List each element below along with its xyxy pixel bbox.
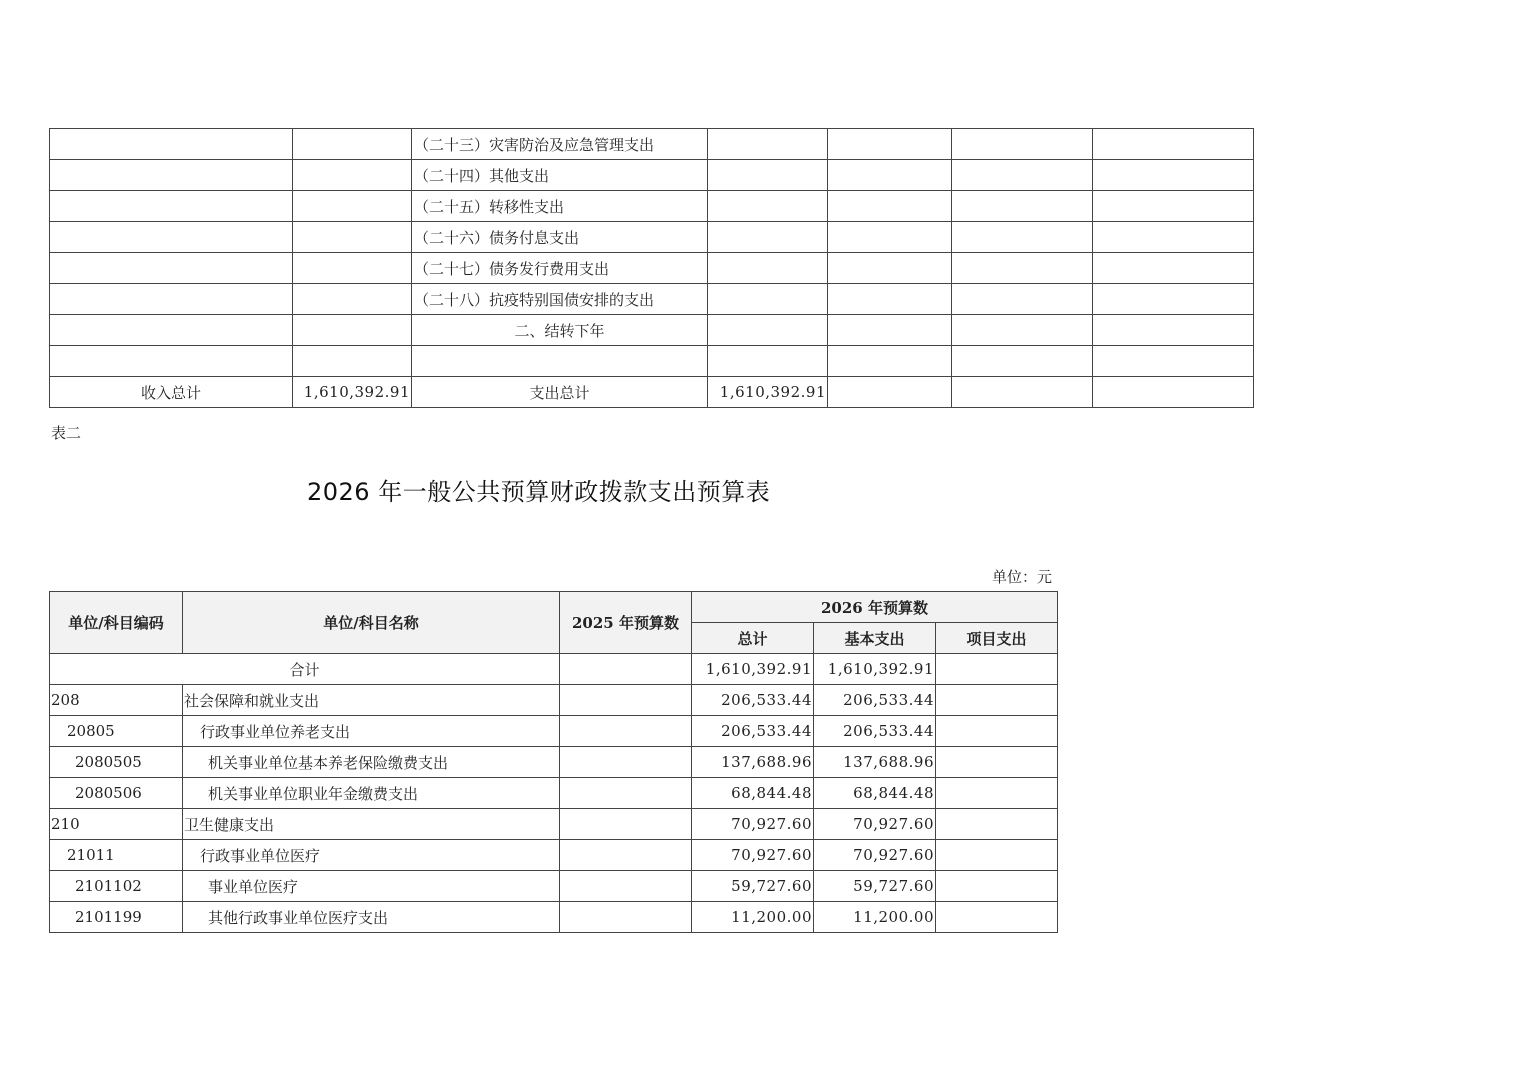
expense-item-cell: （二十七）债务发行费用支出 bbox=[412, 253, 708, 284]
total-amount: 68,844.48 bbox=[692, 778, 814, 809]
sum-label: 合计 bbox=[50, 654, 560, 685]
unit-label: 单位：元 bbox=[992, 568, 1053, 586]
income-expense-table bbox=[49, 128, 1254, 408]
extra-cell bbox=[952, 222, 1093, 253]
extra-cell bbox=[952, 315, 1093, 346]
basic-amount: 70,927.60 bbox=[814, 809, 936, 840]
prev-budget bbox=[560, 716, 692, 747]
budget-table-header bbox=[50, 592, 1058, 654]
table-row bbox=[50, 716, 1058, 747]
income-amount-cell bbox=[293, 222, 412, 253]
extra-cell bbox=[952, 160, 1093, 191]
extra-cell bbox=[1093, 222, 1254, 253]
basic-amount: 206,533.44 bbox=[814, 716, 936, 747]
budget-table-body bbox=[50, 654, 1058, 933]
expense-item-cell: （二十五）转移性支出 bbox=[412, 191, 708, 222]
basic-amount: 59,727.60 bbox=[814, 871, 936, 902]
table-row bbox=[50, 346, 1254, 377]
extra-cell bbox=[952, 377, 1093, 408]
extra-cell bbox=[1093, 191, 1254, 222]
income-item-cell bbox=[50, 346, 293, 377]
subject-name: 社会保障和就业支出 bbox=[183, 685, 560, 716]
expense-item-cell: （二十四）其他支出 bbox=[412, 160, 708, 191]
total-amount: 206,533.44 bbox=[692, 716, 814, 747]
extra-cell bbox=[952, 129, 1093, 160]
extra-cell bbox=[1093, 315, 1254, 346]
income-expense-body bbox=[50, 129, 1254, 408]
table-row bbox=[50, 222, 1254, 253]
table-row bbox=[50, 160, 1254, 191]
subject-name: 其他行政事业单位医疗支出 bbox=[183, 902, 560, 933]
basic-amount: 206,533.44 bbox=[814, 685, 936, 716]
subject-code: 2080505 bbox=[50, 747, 183, 778]
expense-amount-cell bbox=[708, 315, 828, 346]
prev-budget bbox=[560, 809, 692, 840]
extra-cell bbox=[828, 160, 952, 191]
table-row bbox=[50, 809, 1058, 840]
table-row bbox=[50, 871, 1058, 902]
income-item-cell bbox=[50, 191, 293, 222]
table-row bbox=[50, 778, 1058, 809]
sum-prev bbox=[560, 654, 692, 685]
extra-cell bbox=[1093, 377, 1254, 408]
project-amount bbox=[936, 902, 1058, 933]
basic-amount: 137,688.96 bbox=[814, 747, 936, 778]
extra-cell bbox=[828, 346, 952, 377]
income-amount-cell bbox=[293, 284, 412, 315]
expense-total-label: 支出总计 bbox=[412, 377, 708, 408]
header-code: 单位/科目编码 bbox=[50, 592, 183, 654]
subject-name: 事业单位医疗 bbox=[183, 871, 560, 902]
table-row bbox=[50, 902, 1058, 933]
total-amount: 206,533.44 bbox=[692, 685, 814, 716]
table-caption: 表二 bbox=[51, 424, 82, 442]
sum-row bbox=[50, 654, 1058, 685]
expense-amount-cell bbox=[708, 284, 828, 315]
extra-cell bbox=[828, 222, 952, 253]
sum-basic: 1,610,392.91 bbox=[814, 654, 936, 685]
total-row bbox=[50, 377, 1254, 408]
prev-budget bbox=[560, 902, 692, 933]
table-row bbox=[50, 253, 1254, 284]
total-amount: 70,927.60 bbox=[692, 840, 814, 871]
total-amount: 11,200.00 bbox=[692, 902, 814, 933]
income-item-cell bbox=[50, 222, 293, 253]
header-total: 总计 bbox=[692, 623, 814, 654]
extra-cell bbox=[828, 315, 952, 346]
extra-cell bbox=[1093, 346, 1254, 377]
extra-cell bbox=[1093, 160, 1254, 191]
subject-code: 210 bbox=[50, 809, 183, 840]
extra-cell bbox=[828, 129, 952, 160]
basic-amount: 11,200.00 bbox=[814, 902, 936, 933]
subject-code: 208 bbox=[50, 685, 183, 716]
income-amount-cell bbox=[293, 129, 412, 160]
income-item-cell bbox=[50, 129, 293, 160]
extra-cell bbox=[952, 253, 1093, 284]
income-amount-cell bbox=[293, 315, 412, 346]
expense-item-cell: （二十六）债务付息支出 bbox=[412, 222, 708, 253]
project-amount bbox=[936, 840, 1058, 871]
header-basic: 基本支出 bbox=[814, 623, 936, 654]
table-row bbox=[50, 191, 1254, 222]
extra-cell bbox=[952, 346, 1093, 377]
total-amount: 70,927.60 bbox=[692, 809, 814, 840]
subject-code: 2080506 bbox=[50, 778, 183, 809]
expense-item-cell bbox=[412, 346, 708, 377]
income-total-value: 1,610,392.91 bbox=[293, 377, 412, 408]
prev-budget bbox=[560, 840, 692, 871]
project-amount bbox=[936, 809, 1058, 840]
basic-amount: 70,927.60 bbox=[814, 840, 936, 871]
basic-amount: 68,844.48 bbox=[814, 778, 936, 809]
subject-code: 21011 bbox=[50, 840, 183, 871]
expense-amount-cell bbox=[708, 160, 828, 191]
expense-item-cell: （二十八）抗疫特别国债安排的支出 bbox=[412, 284, 708, 315]
sum-total: 1,610,392.91 bbox=[692, 654, 814, 685]
subject-name: 机关事业单位职业年金缴费支出 bbox=[183, 778, 560, 809]
expense-amount-cell bbox=[708, 191, 828, 222]
income-item-cell bbox=[50, 253, 293, 284]
extra-cell bbox=[828, 191, 952, 222]
extra-cell bbox=[828, 377, 952, 408]
project-amount bbox=[936, 778, 1058, 809]
project-amount bbox=[936, 716, 1058, 747]
expense-amount-cell bbox=[708, 222, 828, 253]
income-item-cell bbox=[50, 284, 293, 315]
table-row bbox=[50, 284, 1254, 315]
page-title: 2026 年一般公共预算财政拨款支出预算表 bbox=[307, 478, 771, 506]
income-total-label: 收入总计 bbox=[50, 377, 293, 408]
expense-total-value: 1,610,392.91 bbox=[708, 377, 828, 408]
sum-project bbox=[936, 654, 1058, 685]
extra-cell bbox=[952, 284, 1093, 315]
header-current-budget-group: 2026 年预算数 bbox=[692, 592, 1058, 623]
subject-code: 20805 bbox=[50, 716, 183, 747]
project-amount bbox=[936, 685, 1058, 716]
header-name: 单位/科目名称 bbox=[183, 592, 560, 654]
prev-budget bbox=[560, 747, 692, 778]
subject-name: 行政事业单位养老支出 bbox=[183, 716, 560, 747]
extra-cell bbox=[828, 253, 952, 284]
extra-cell bbox=[828, 284, 952, 315]
subject-code: 2101199 bbox=[50, 902, 183, 933]
total-amount: 137,688.96 bbox=[692, 747, 814, 778]
prev-budget bbox=[560, 871, 692, 902]
header-prev-budget: 2025 年预算数 bbox=[560, 592, 692, 654]
table-row bbox=[50, 315, 1254, 346]
income-item-cell bbox=[50, 160, 293, 191]
extra-cell bbox=[952, 191, 1093, 222]
table-row bbox=[50, 129, 1254, 160]
income-amount-cell bbox=[293, 160, 412, 191]
expense-amount-cell bbox=[708, 346, 828, 377]
project-amount bbox=[936, 871, 1058, 902]
prev-budget bbox=[560, 778, 692, 809]
expense-item-cell: 二、结转下年 bbox=[412, 315, 708, 346]
income-amount-cell bbox=[293, 191, 412, 222]
expense-amount-cell bbox=[708, 253, 828, 284]
header-row bbox=[50, 592, 1058, 623]
table-row bbox=[50, 840, 1058, 871]
subject-code: 2101102 bbox=[50, 871, 183, 902]
expense-amount-cell bbox=[708, 129, 828, 160]
table-row bbox=[50, 685, 1058, 716]
budget-expense-table bbox=[49, 591, 1058, 933]
subject-name: 机关事业单位基本养老保险缴费支出 bbox=[183, 747, 560, 778]
subject-name: 卫生健康支出 bbox=[183, 809, 560, 840]
income-amount-cell bbox=[293, 253, 412, 284]
income-item-cell bbox=[50, 315, 293, 346]
total-amount: 59,727.60 bbox=[692, 871, 814, 902]
extra-cell bbox=[1093, 129, 1254, 160]
subject-name: 行政事业单位医疗 bbox=[183, 840, 560, 871]
extra-cell bbox=[1093, 284, 1254, 315]
extra-cell bbox=[1093, 253, 1254, 284]
expense-item-cell: （二十三）灾害防治及应急管理支出 bbox=[412, 129, 708, 160]
project-amount bbox=[936, 747, 1058, 778]
header-project: 项目支出 bbox=[936, 623, 1058, 654]
table-row bbox=[50, 747, 1058, 778]
income-amount-cell bbox=[293, 346, 412, 377]
prev-budget bbox=[560, 685, 692, 716]
